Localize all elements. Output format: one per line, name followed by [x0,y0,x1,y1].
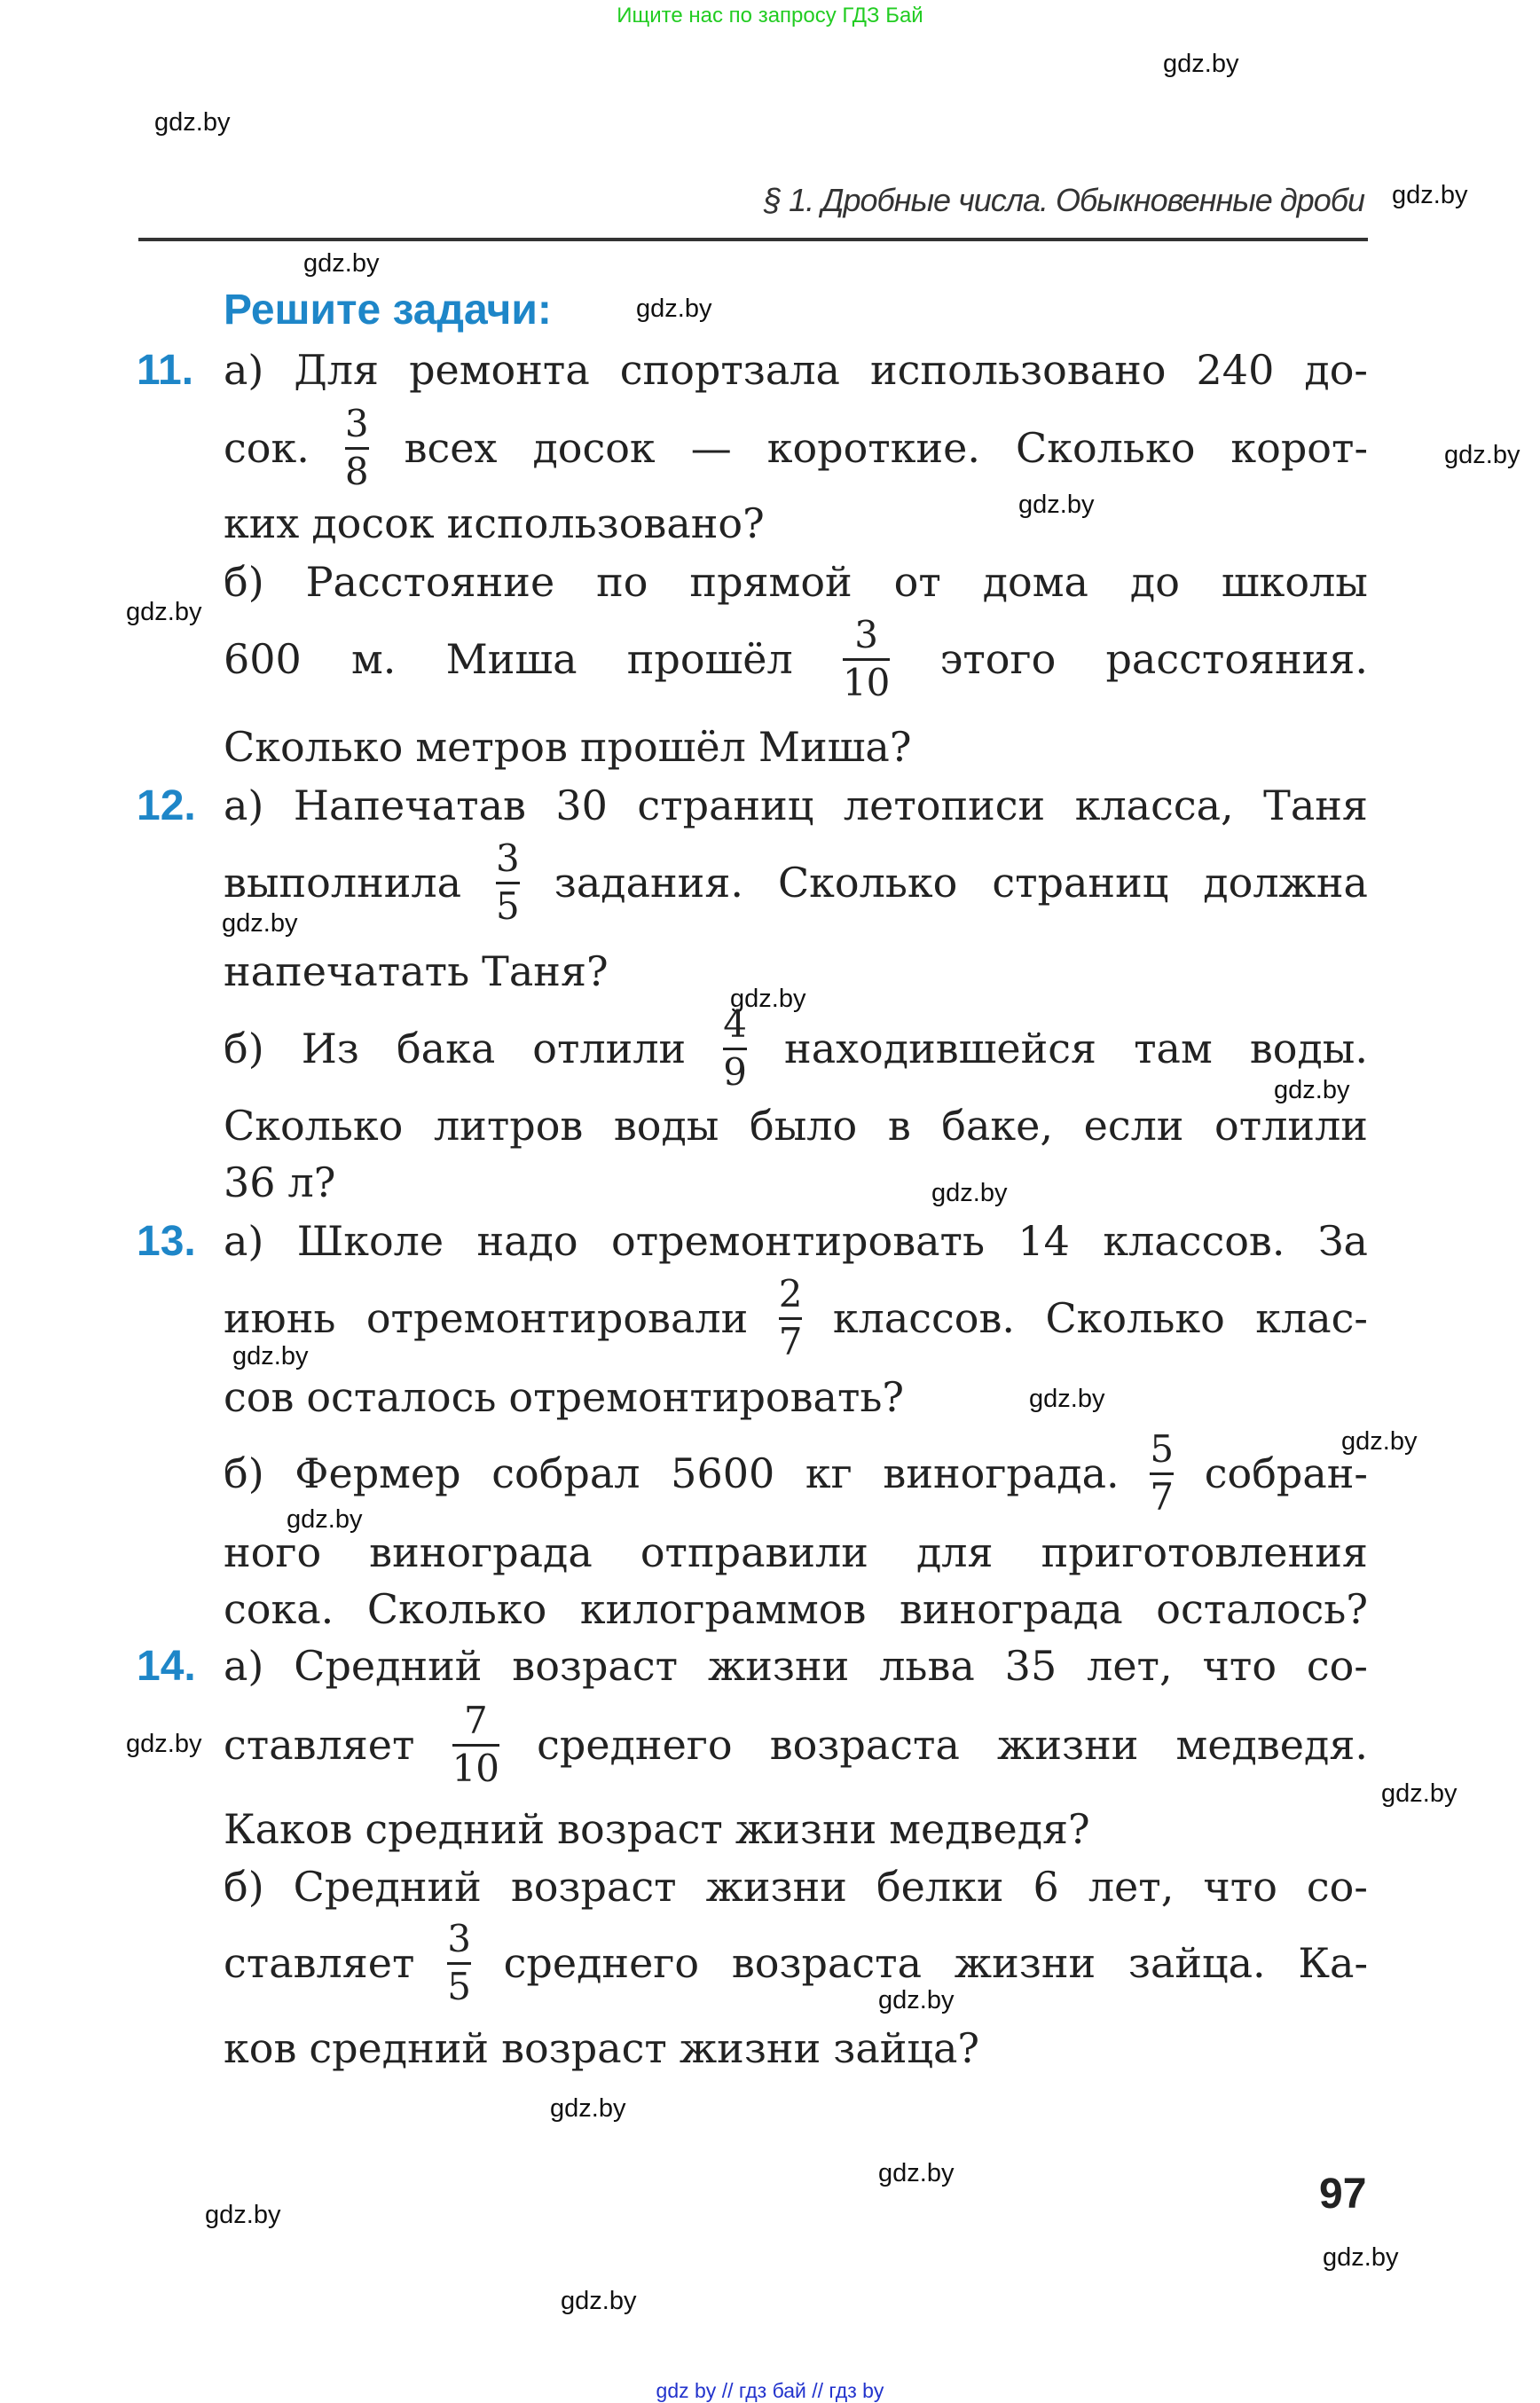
text-line [224,1095,1368,1157]
watermark-text: gdz.by [1029,1385,1105,1413]
word: со- [1306,1863,1368,1911]
fraction [778,1272,803,1363]
word: задания. [554,859,743,907]
denominator: 9 [723,1049,747,1094]
watermark-text: gdz.by [303,249,380,278]
numerator: 4 [723,1002,747,1047]
watermark-text: gdz.by [1381,1779,1458,1808]
text-line [224,2017,1368,2079]
word: всех [404,424,498,472]
word: что [1203,1863,1277,1911]
search-promo-banner[interactable]: Ищите нас по запросу ГДЗ Бай [617,4,923,27]
watermark-text: gdz.by [931,1179,1008,1207]
word: этого [939,635,1057,683]
word: жизни [707,1642,850,1690]
word: досок [532,424,656,472]
word: 14 [1018,1217,1070,1265]
watermark-text: gdz.by [878,2159,955,2187]
word: до- [1304,346,1368,394]
word: медведя? [889,1805,1090,1853]
word: спортзала [619,346,840,394]
word: отправили [640,1528,868,1576]
word: 6 [1033,1863,1059,1911]
word: килограммов [579,1585,867,1633]
word: дома [982,558,1088,606]
word: жизни [954,1939,1096,1987]
word: отремонтировать? [508,1373,905,1421]
word: ного [224,1528,322,1576]
denominator: 5 [447,1964,471,2008]
word: для [915,1528,994,1576]
word: баке, [941,1102,1054,1150]
problem-number: 11. [137,346,194,394]
word: ремонта [409,346,590,394]
word: собрал [491,1449,640,1497]
word: до [1129,558,1180,606]
word: б) [224,1449,264,1497]
word: было [750,1102,858,1150]
watermark-text: gdz.by [1163,50,1239,78]
word: среднего [503,1939,700,1987]
watermark-text: gdz.by [232,1342,309,1370]
word: Миша [445,635,578,683]
word: жизни [735,1805,877,1853]
denominator: 8 [344,449,369,493]
word: клас- [1255,1294,1368,1342]
text-line [224,492,1368,554]
word: — [690,424,732,472]
word: использовано? [446,499,765,547]
problem-number: 13. [137,1217,196,1265]
watermark-text: gdz.by [205,2201,281,2229]
word: медведя. [1175,1721,1368,1769]
denominator: 7 [778,1319,803,1363]
word: Для [294,346,380,394]
word: лет, [1087,1642,1173,1690]
word: отремонтировать [611,1217,986,1265]
numerator: 2 [778,1272,803,1316]
word: использовано [870,346,1167,394]
word: Таня [1263,781,1368,829]
text-line [224,716,1368,778]
word: страниц [992,859,1169,907]
word: возраст [501,2024,667,2072]
word: среднего [537,1721,733,1769]
watermark-text: gdz.by [1323,2243,1399,2272]
word: со- [1306,1642,1368,1690]
fraction [496,836,520,928]
word: белки [876,1863,1004,1911]
header-divider [138,238,1368,241]
word: винограда. [883,1449,1120,1497]
word: б) [224,558,264,606]
watermark-text: gdz.by [287,1505,363,1534]
word: Сколько [224,723,404,771]
word: 30 [555,781,608,829]
word: Сколько [1016,424,1196,472]
word: Из [301,1025,359,1072]
watermark-text: gdz.by [126,1730,202,1758]
word: 35 [1004,1642,1057,1690]
watermark-text: gdz.by [550,2094,626,2123]
word: осталось? [1156,1585,1368,1633]
word: школы [1221,558,1368,606]
watermark-text: gdz.by [154,108,231,137]
word: страниц [637,781,814,829]
problem-number: 14. [137,1642,196,1690]
watermark-text: gdz.by [1018,491,1095,519]
word: по [596,558,648,606]
text-line [224,1151,1368,1213]
numerator: 7 [463,1699,488,1743]
word: возраст [557,1805,723,1853]
word: прямой [689,558,852,606]
numerator: 3 [344,402,369,446]
word: в [887,1102,911,1150]
numerator: 3 [447,1917,471,1961]
word: литров [433,1102,584,1150]
text-line [224,1366,1368,1428]
word: сов [224,1373,295,1421]
word: средний [365,1805,546,1853]
word: метров [415,723,568,771]
text-line [224,613,1368,704]
word: находившейся [784,1025,1097,1072]
denominator: 7 [1150,1474,1175,1519]
word: 240 [1196,346,1275,394]
word: классов. [832,1294,1016,1342]
word: Средний [293,1863,482,1911]
word: жизни [679,2024,821,2072]
word: от [893,558,941,606]
word: Фермер [295,1449,461,1497]
word: Каков [224,1805,353,1853]
word: отлили [1214,1102,1368,1150]
word: лет, [1088,1863,1175,1911]
watermark-text: gdz.by [878,1986,955,2014]
word: возраст [510,1863,677,1911]
text-line [224,1856,1368,1918]
footer-links[interactable]: gdz by // гдз бай // гдз by [656,2379,884,2402]
fraction [723,1002,747,1094]
text-line [224,402,1368,493]
word: Сколько [777,859,958,907]
word: а) [224,346,264,394]
watermark-text: gdz.by [1444,441,1520,469]
word: должна [1203,859,1368,907]
word: Миша? [758,723,912,771]
word: а) [224,1642,264,1690]
word: жизни [705,1863,847,1911]
word: 600 [224,635,302,683]
word: кг [805,1449,852,1497]
text-line [224,339,1368,401]
page-number: 97 [1319,2171,1367,2218]
word: Средний [294,1642,483,1690]
fraction [447,1917,471,2008]
word: а) [224,781,264,829]
denominator: 10 [842,660,891,704]
word: надо [476,1217,578,1265]
fraction [842,613,891,704]
word: б) [224,1025,264,1072]
text-line [224,1521,1368,1583]
word: Сколько [224,1102,404,1150]
denominator: 10 [452,1746,500,1790]
word: отремонтировали [365,1294,749,1342]
word: За [1317,1217,1368,1265]
text-line [224,1635,1368,1697]
word: приготовления [1041,1528,1368,1576]
word: бака [396,1025,496,1072]
watermark-text: gdz.by [222,909,298,938]
word: льва [879,1642,975,1690]
word: осталось [306,1373,497,1421]
word: средний [309,2024,490,2072]
word: классов. [1103,1217,1285,1265]
watermark-text: gdz.by [126,598,202,626]
denominator: 5 [496,883,520,928]
word: ставляет [224,1939,415,1987]
numerator: 3 [854,613,879,657]
fraction [452,1699,500,1790]
word: зайца. [1128,1939,1266,1987]
word: выполнила [224,859,462,907]
word: корот- [1230,424,1368,472]
word: короткие. [766,424,981,472]
text-line [224,1427,1368,1519]
word: отлили [532,1025,687,1072]
word: Таня? [482,947,609,995]
running-head: § 1. Дробные числа. Обыкновенные дроби [764,182,1364,218]
word: сока. [224,1585,334,1633]
word: а) [224,1217,264,1265]
word: винограда [369,1528,593,1576]
watermark-text: gdz.by [1392,181,1468,209]
text-line [224,940,1368,1002]
word: возраста [731,1939,923,1987]
word: м. [351,635,397,683]
word: воды. [1249,1025,1368,1072]
watermark-text: gdz.by [730,985,806,1013]
watermark-text: gdz.by [1274,1076,1350,1104]
problem-number: 12. [137,781,196,829]
word: Напечатав [293,781,526,829]
word: расстояния. [1105,635,1368,683]
watermark-text: gdz.by [561,2287,637,2315]
word: 5600 [671,1449,775,1497]
word: июнь [224,1294,336,1342]
word: Расстояние [305,558,555,606]
word: Сколько [1045,1294,1225,1342]
numerator: 3 [496,836,520,881]
fraction [345,404,369,491]
text-line [224,1578,1368,1640]
word: л? [287,1158,336,1206]
word: зайца? [833,2024,980,2072]
word: возраста [769,1721,960,1769]
word: Сколько [366,1585,547,1633]
word: собран- [1204,1449,1368,1497]
word: там [1134,1025,1213,1072]
word: досок [311,499,435,547]
word: жизни [997,1721,1139,1769]
word: класса, [1074,781,1234,829]
word: 36 [224,1158,276,1206]
word: прошёл [579,723,746,771]
text-line [224,1699,1368,1790]
word: возраст [512,1642,679,1690]
word: напечатать [224,947,470,995]
text-line [224,551,1368,613]
word: б) [224,1863,264,1911]
section-title: Решите задачи: [224,287,552,334]
watermark-text: gdz.by [636,294,712,323]
word: прошёл [626,635,793,683]
numerator: 5 [1150,1427,1175,1472]
word: ставляет [224,1721,415,1769]
text-line [224,1798,1368,1860]
word: ких [224,499,300,547]
word: Школе [296,1217,444,1265]
word: если [1083,1102,1184,1150]
word: ков [224,2024,297,2072]
word: что [1202,1642,1277,1690]
word: винограда [900,1585,1123,1633]
watermark-text: gdz.by [1341,1427,1418,1456]
fraction [1150,1427,1175,1519]
text-line [224,1210,1368,1272]
word: воды [613,1102,719,1150]
word: летописи [843,781,1046,829]
word: Ка- [1298,1939,1368,1987]
text-line [224,774,1368,836]
word: сок. [224,424,310,472]
